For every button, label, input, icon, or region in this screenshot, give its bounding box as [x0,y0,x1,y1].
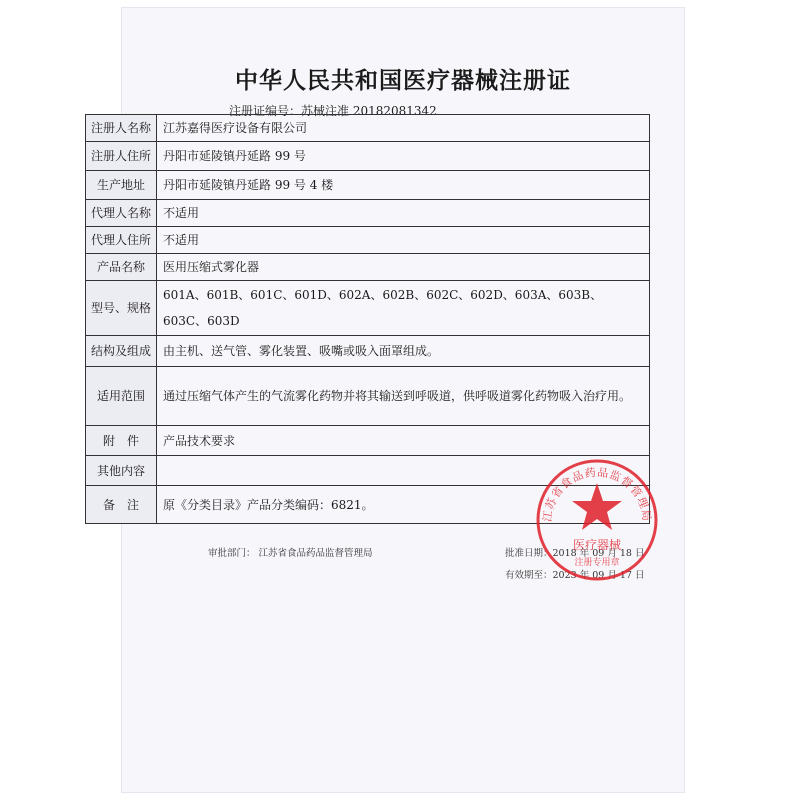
table-row [86,336,650,367]
row-value: 通过压缩气体产生的气流雾化药物并将其输送到呼吸道，供呼吸道雾化药物吸入治疗用。 [157,367,650,426]
row-label: 注册人名称 [86,115,157,142]
seal-line-1: 医疗器械 [572,538,622,552]
row-value: 产品技术要求 [157,426,650,456]
table-row [86,142,650,171]
table-row [86,426,650,456]
row-value: 丹阳市延陵镇丹延路 99 号 4 楼 [157,171,650,200]
row-value: 原《分类目录》产品分类编码：6821。 [157,486,650,524]
seal-arc-text: 江苏省食品药品监督管理局 [540,465,654,523]
row-label: 生产地址 [86,171,157,200]
table-row [86,281,650,336]
table-row [86,227,650,254]
row-value: 丹阳市延陵镇丹延路 99 号 [157,142,650,171]
row-label: 代理人名称 [86,200,157,227]
table-row [86,200,650,227]
row-value: 601A、601B、601C、601D、602A、602B、602C、602D、603A、603B、603C、603D [157,281,650,336]
table-row [86,367,650,426]
row-label: 产品名称 [86,254,157,281]
table-row [86,254,650,281]
row-label: 结构及组成 [86,336,157,367]
certificate-title: 中华人民共和国医疗器械注册证 [235,68,571,94]
registration-number: 注册证编号：苏械注准 20182081342 [229,104,437,118]
official-seal-stamp [532,455,662,585]
row-label: 附 件 [86,426,157,456]
row-value: 医用压缩式雾化器 [157,254,650,281]
approval-authority: 审批部门： 江苏省食品药品监督管理局 [208,548,373,559]
row-label: 代理人住所 [86,227,157,254]
row-label: 备 注 [86,486,157,524]
row-label: 适用范围 [86,367,157,426]
approval-date: 批准日期：2018 年 09 月 18 日 [505,548,645,559]
row-value: 不适用 [157,200,650,227]
seal-star-icon [572,483,622,530]
table-row [86,115,650,142]
expiry-date: 有效期至：2023 年 09 月 17 日 [505,570,645,581]
row-value: 江苏嘉得医疗设备有限公司 [157,115,650,142]
row-label: 注册人住所 [86,142,157,171]
table-row [86,171,650,200]
seal-line-2: 注册专用章 [574,558,620,568]
row-label: 型号、规格 [86,281,157,336]
row-value: 由主机、送气管、雾化装置、吸嘴或吸入面罩组成。 [157,336,650,367]
row-value: 不适用 [157,227,650,254]
row-label: 其他内容 [86,456,157,486]
